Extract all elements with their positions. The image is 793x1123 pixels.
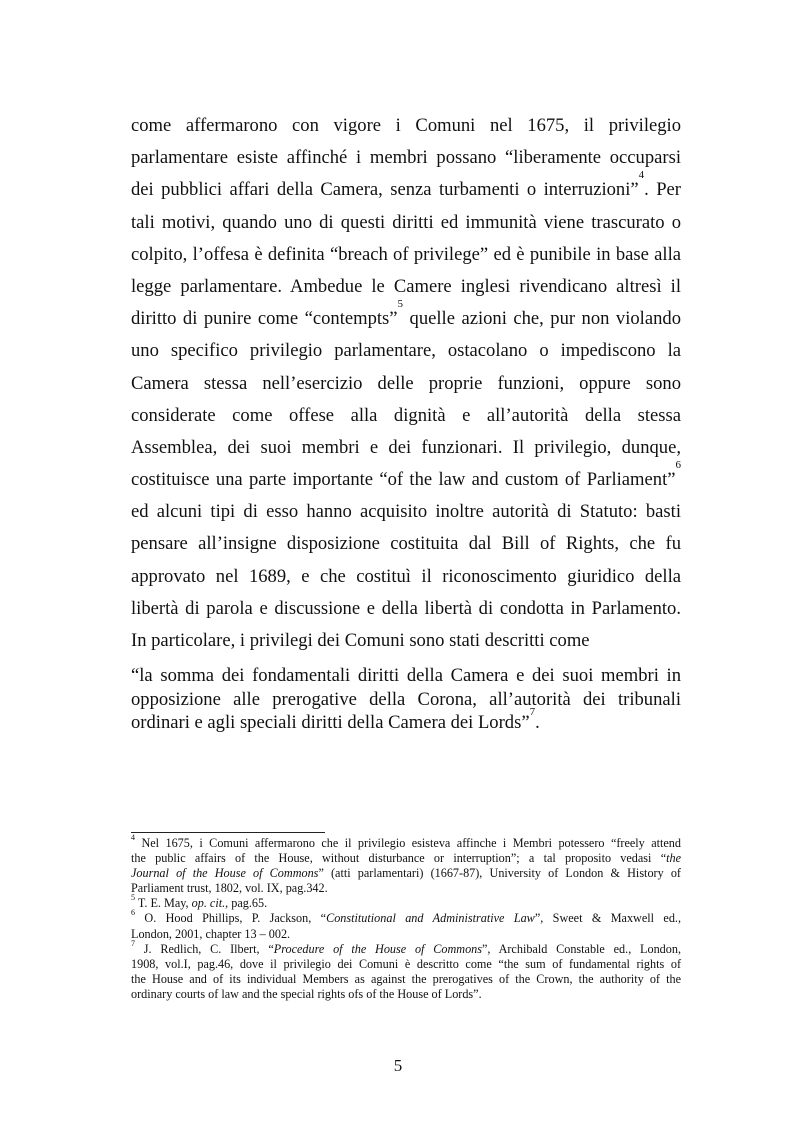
footnote-text: ”, Archibald Constable ed., London, (482, 941, 681, 956)
body-line: colpito, l’offesa è definita “breach of privilege” ed è punibile in base alla (131, 243, 681, 265)
footnote-italic-text: Constitutional and Administrative Law (326, 911, 535, 926)
footnote-4-line (131, 866, 681, 881)
footnote-text: O. Hood Phillips, P. Jackson, “ (135, 911, 327, 926)
body-line: Camera stessa nell’esercizio delle proprie funzioni, oppure sono (131, 372, 681, 394)
footnote-text: the public affairs of the House, without disturbance or interruption”; a tal proposito vedasi “ (131, 851, 667, 866)
quote-line-text: ordinari e agli speciali diritti della Camera dei Lords” (131, 712, 530, 733)
footnote-ref-7[interactable]: 7 (529, 706, 536, 718)
body-line: In particolare, i privilegi dei Comuni sono stati descritti come (131, 630, 590, 651)
body-line-text: diritto di punire come “contempts” (131, 308, 398, 330)
footnote-7-line (131, 938, 681, 957)
body-line: tali motivi, quando uno di questi diritti ed immunità viene trascurato o (131, 211, 681, 233)
footnote-4-line (131, 851, 681, 866)
body-line-tail: . Per (644, 179, 681, 201)
body-line: approvato nel 1689, e che costituì il riconoscimento giuridico della (131, 565, 681, 587)
body-line (131, 298, 681, 335)
page-number: 5 (393, 1056, 403, 1075)
quote-line: “la somma dei fondamentali diritti della Camera e dei suoi membri in (131, 665, 681, 686)
footnote-5-line (131, 893, 681, 911)
body-line (131, 169, 681, 206)
body-line: ed alcuni tipi di esso hanno acquisito inoltre autorità di Statuto: basti (131, 501, 681, 523)
body-paragraph (131, 110, 681, 657)
footnote-ref-5[interactable]: 5 (397, 298, 404, 311)
footnote-ref-4[interactable]: 4 (638, 169, 645, 182)
footnote-number: 6 (131, 908, 135, 918)
footnote-6-line (131, 908, 682, 926)
body-line: legge parlamentare. Ambedue le Camere inglesi rivendicano altresì il (131, 275, 681, 297)
footnote-text: , pag.65. (225, 896, 268, 911)
footnote-text: T. E. May, (135, 896, 192, 911)
body-line-text: costituisce una parte importante “of the law and custom of Parliament” (131, 469, 676, 491)
footnote-number: 5 (131, 893, 135, 903)
footnotes (131, 833, 682, 1002)
footnote-number: 4 (131, 833, 135, 842)
body-line: considerate come offese alla dignità e all’autorità della stessa (131, 404, 681, 426)
footnote-6-line: London, 2001, chapter 13 – 002. (131, 926, 291, 941)
body-line: pensare all’insigne disposizione costituita dal Bill of Rights, che fu (131, 533, 681, 555)
footnote-7-line: the House and of its individual Members as against the prerogatives of the Crown, the authority of the (131, 971, 681, 986)
footnote-italic-text: op. cit. (191, 896, 226, 911)
footnote-4-line: Parliament trust, 1802, vol. IX, pag.342. (131, 881, 328, 896)
body-line: Assemblea, dei suoi membri e dei funzionari. Il privilegio, dunque, (131, 436, 681, 458)
footnote-7-line: 1908, vol.I, pag.46, dove il privilegio dei Comuni è descritto come “the sum of fundamental rights of (131, 956, 681, 971)
quote-line (131, 706, 681, 735)
footnote-7-line: ordinary courts of law and the special rights ofs of the House of Lords”. (131, 986, 482, 1001)
body-line: parlamentare esiste affinché i membri possano “liberamente occuparsi (131, 147, 681, 169)
footnote-4-line (131, 833, 681, 851)
footnote-separator (131, 832, 325, 833)
body-line: come affermarono con vigore i Comuni nel 1675, il privilegio (131, 115, 681, 136)
footnote-text: J. Redlich, C. Ilbert, “ (135, 941, 274, 956)
body-line-text: dei pubblici affari della Camera, senza turbamenti o interruzioni” (131, 179, 639, 201)
footnote-italic-text: Procedure of the House of Commons (273, 941, 482, 956)
footnote-number: 7 (131, 938, 135, 948)
body-line-tail: quelle azioni che, pur non violando (403, 308, 681, 330)
footnote-ref-6[interactable]: 6 (675, 459, 681, 472)
body-line: libertà di parola e discussione e della libertà di condotta in Parlamento. (131, 597, 681, 619)
body-line: uno specifico privilegio parlamentare, ostacolano o impediscono la (131, 340, 681, 362)
footnote-text: Nel 1675, i Comuni affermarono che il privilegio esisteva affinche i Membri potessero “freely attend (135, 836, 681, 850)
body-line (131, 459, 681, 496)
footnote-text: ”, Sweet & Maxwell ed., (534, 911, 682, 926)
quote-tail: . (535, 712, 540, 733)
footnote-italic-text: Journal of the House of Commons (131, 866, 319, 881)
footnote-italic-text: the (666, 851, 681, 866)
quote-line: opposizione alle prerogative della Corona, all’autorità dei tribunali (131, 688, 681, 710)
block-quote (131, 664, 681, 735)
footnote-text: ” (atti parlamentari) (1667-87), University of London & History of (318, 866, 681, 881)
